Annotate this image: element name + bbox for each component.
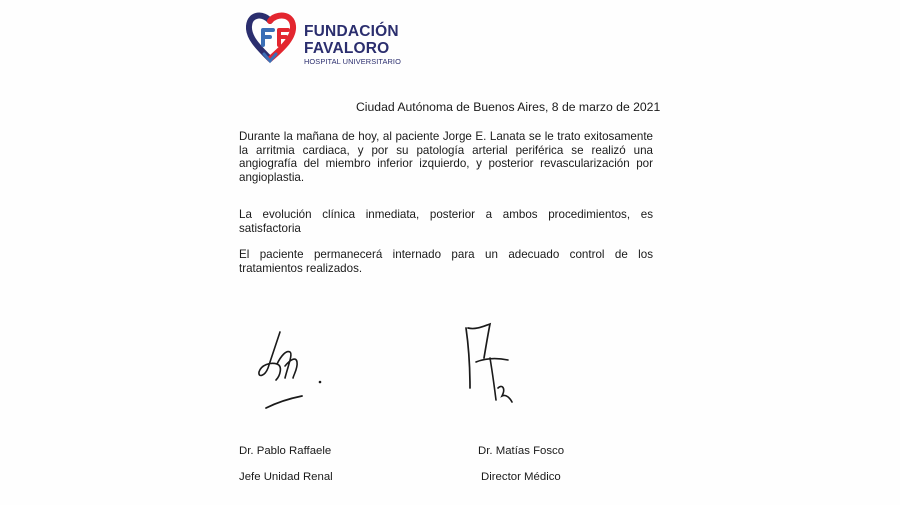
signature-fosco [458,318,528,413]
logo-subtitle: HOSPITAL UNIVERSITARIO [304,57,401,66]
paragraph-evolution: La evolución clínica inmediata, posterior a ambos procedimientos, es satisfactoria [239,208,653,235]
heart-logo-icon [246,11,298,67]
logo-name-line1: FUNDACIÓN [304,23,399,40]
logo-name-line2: FAVALORO [304,39,390,57]
signer-title-left: Jefe Unidad Renal [239,471,333,483]
paragraph-hospitalization: El paciente permanecerá internado para un adecuado control de los tratamientos realizados. [239,248,653,275]
signature-raffaele [250,322,330,417]
signer-name-left: Dr. Pablo Raffaele [239,445,332,457]
signer-title-right: Director Médico [481,471,561,483]
signer-name-right: Dr. Matías Fosco [478,445,565,457]
paragraph-procedure: Durante la mañana de hoy, al paciente Jorge E. Lanata se le trato exitosamente la arritmia cardiaca, y por su patología arterial periférica se realizó una angiografía del miembro inferior izquierdo, y posterior revascularización por angioplastia. [239,130,653,184]
fundacion-favaloro-logo [246,11,416,67]
document-date: Ciudad Autónoma de Buenos Aires, 8 de marzo de 2021 [356,100,661,114]
